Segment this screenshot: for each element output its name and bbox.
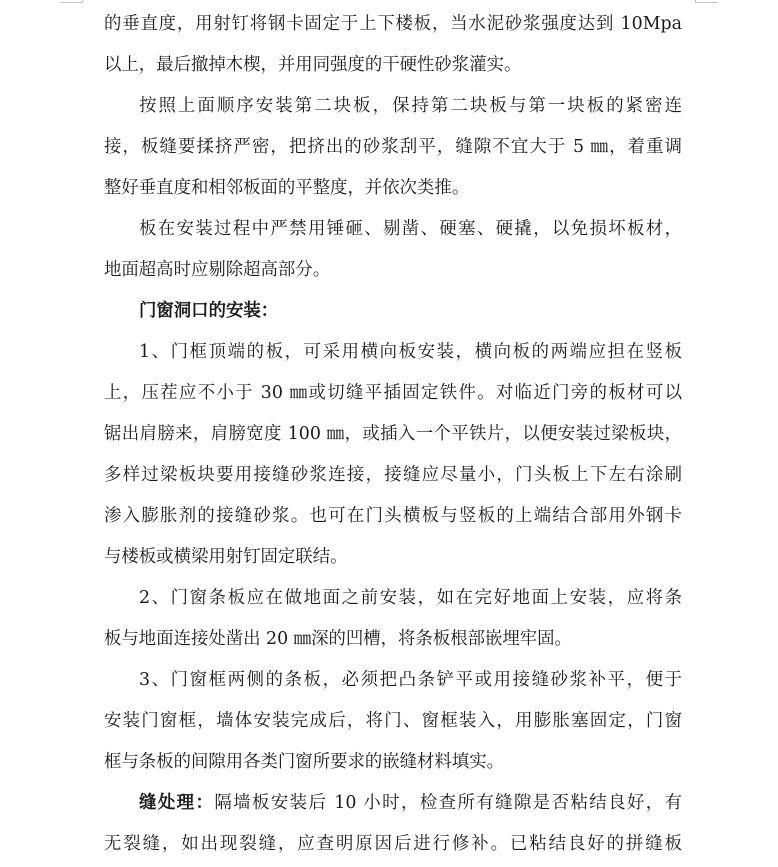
text-line: 2、门窗条板应在做地面之前安装，如在完好地面上安装，应将条	[139, 588, 682, 608]
text-line: 无裂缝，如出现裂缝，应查明原因后进行修补。已粘结良好的拼缝板	[104, 834, 682, 854]
text-line: 按照上面顺序安装第二块板，保持第二块板与第一块板的紧密连	[139, 96, 682, 116]
text-line: 接，板缝要揉挤严密，把挤出的砂浆刮平，缝隙不宜大于 5 ㎜，着重调	[104, 137, 682, 157]
lead-bold-label: 缝处理：	[139, 793, 215, 813]
text-line: 地面超高时应剔除超高部分。	[104, 260, 331, 280]
text-line: 多样过梁板块要用接缝砂浆连接，接缝应尽量小，门头板上下左右涂刷	[104, 465, 682, 485]
text-line: 整好垂直度和相邻板面的平整度，并依次类推。	[104, 178, 470, 198]
document-body	[104, 4, 682, 865]
text-line: 3、门窗框两侧的条板，必须把凸条铲平或用接缝砂浆补平，便于	[139, 670, 682, 690]
text-line-with-lead	[104, 783, 682, 824]
text-line: 以上，最后撤掉木楔，并用同强度的干硬性砂浆灌实。	[104, 55, 522, 75]
text-line: 渗入膨胀剂的接缝砂浆。也可在门头横板与竖板的上端结合部用外钢卡	[104, 506, 682, 526]
text-line: 锯出肩膀来，肩膀宽度 100 ㎜，或插入一个平铁片，以便安装过梁板块，	[104, 424, 682, 444]
text-line-rest: 隔墙板安装后 10 小时，检查所有缝隙是否粘结良好，有	[214, 793, 682, 813]
text-line: 与楼板或横梁用射钉固定联结。	[104, 547, 348, 567]
text-line: 框与条板的间隙用各类门窗所要求的嵌缝材料填实。	[104, 752, 504, 772]
page-corner-mark-right	[695, 0, 718, 3]
text-line: 1、门框顶端的板，可采用横向板安装，横向板的两端应担在竖板	[139, 342, 682, 362]
text-line: 的垂直度，用射钉将钢卡固定于上下楼板，当水泥砂浆强度达到 10Mpa	[104, 14, 682, 34]
text-line: 上，压茬应不小于 30 ㎜或切缝平插固定铁件。对临近门旁的板材可以	[104, 383, 682, 403]
text-line: 安装门窗框，墙体安装完成后，将门、窗框装入，用膨胀塞固定，门窗	[104, 711, 682, 731]
text-line: 板在安装过程中严禁用锤砸、剔凿、硬塞、硬撬，以免损坏板材，	[139, 219, 682, 239]
text-line: 板与地面连接处凿出 20 ㎜深的凹槽，将条板根部嵌埋牢固。	[104, 629, 572, 649]
page-corner-mark-left	[60, 0, 83, 3]
section-heading: 门窗洞口的安装：	[139, 301, 279, 321]
